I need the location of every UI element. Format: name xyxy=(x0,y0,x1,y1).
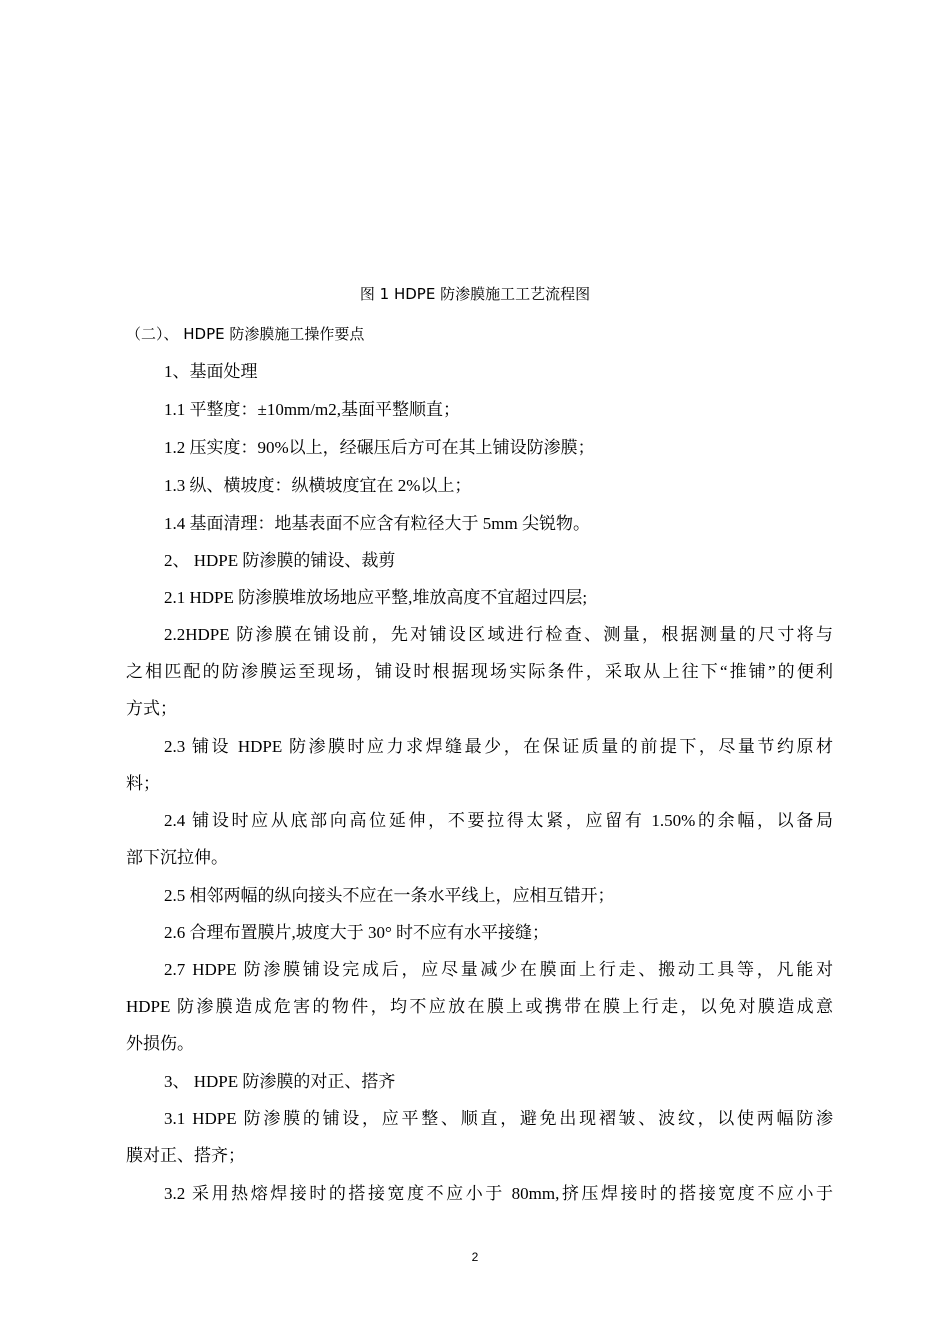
item-2-4-line-2: 部下沉拉伸。 xyxy=(126,848,228,867)
item-1-1: 1.1 平整度：±10mm/m2,基面平整顺直； xyxy=(164,400,460,419)
item-2-2-line-2: 之相匹配的防渗膜运至现场，铺设时根据现场实际条件，采取从上往下“推铺”的便利 xyxy=(126,662,833,681)
item-2-3-line-1: 2.3 铺设 HDPE 防渗膜时应力求焊缝最少，在保证质量的前提下，尽量节约原材 xyxy=(164,737,833,756)
item-2-2-line-1: 2.2HDPE 防渗膜在铺设前，先对铺设区域进行检查、测量，根据测量的尺寸将与 xyxy=(164,625,833,644)
heading-1: 1、基面处理 xyxy=(164,362,258,381)
item-2-5: 2.5 相邻两幅的纵向接头不应在一条水平线上，应相互错开； xyxy=(164,886,615,905)
item-3-2-line-1: 3.2 采用热熔焊接时的搭接宽度不应小于 80mm,挤压焊接时的搭接宽度不应小于 xyxy=(164,1184,833,1203)
item-2-7-line-1: 2.7 HDPE 防渗膜铺设完成后，应尽量减少在膜面上行走、搬动工具等，凡能对 xyxy=(164,960,833,979)
figure-caption: 图 1 HDPE 防渗膜施工工艺流程图 xyxy=(359,285,591,303)
heading-2: 2、 HDPE 防渗膜的铺设、裁剪 xyxy=(164,551,396,570)
item-2-7-line-2: HDPE 防渗膜造成危害的物件，均不应放在膜上或携带在膜上行走，以免对膜造成意 xyxy=(126,997,833,1016)
heading-3: 3、 HDPE 防渗膜的对正、搭齐 xyxy=(164,1072,396,1091)
item-1-3: 1.3 纵、横坡度：纵横坡度宜在 2%以上； xyxy=(164,476,472,495)
item-2-2-line-3: 方式； xyxy=(126,699,177,718)
section-title: （二）、 HDPE 防渗膜施工操作要点 xyxy=(126,325,365,343)
item-2-4-line-1: 2.4 铺设时应从底部向高位延伸，不要拉得太紧，应留有 1.50%的余幅，以备局 xyxy=(164,811,833,830)
item-2-6: 2.6 合理布置膜片,坡度大于 30° 时不应有水平接缝； xyxy=(164,923,550,942)
item-1-2: 1.2 压实度：90%以上，经碾压后方可在其上铺设防渗膜； xyxy=(164,438,595,457)
page-number: 2 xyxy=(471,1250,479,1264)
item-2-1: 2.1 HDPE 防渗膜堆放场地应平整,堆放高度不宜超过四层; xyxy=(164,588,588,607)
item-1-4: 1.4 基面清理：地基表面不应含有粒径大于 5mm 尖锐物。 xyxy=(164,514,590,533)
item-2-3-line-2: 料； xyxy=(126,774,160,793)
item-3-1-line-2: 膜对正、搭齐； xyxy=(126,1146,245,1165)
item-2-7-line-3: 外损伤。 xyxy=(126,1034,194,1053)
item-3-1-line-1: 3.1 HDPE 防渗膜的铺设，应平整、顺直，避免出现褶皱、波纹，以使两幅防渗 xyxy=(164,1109,833,1128)
